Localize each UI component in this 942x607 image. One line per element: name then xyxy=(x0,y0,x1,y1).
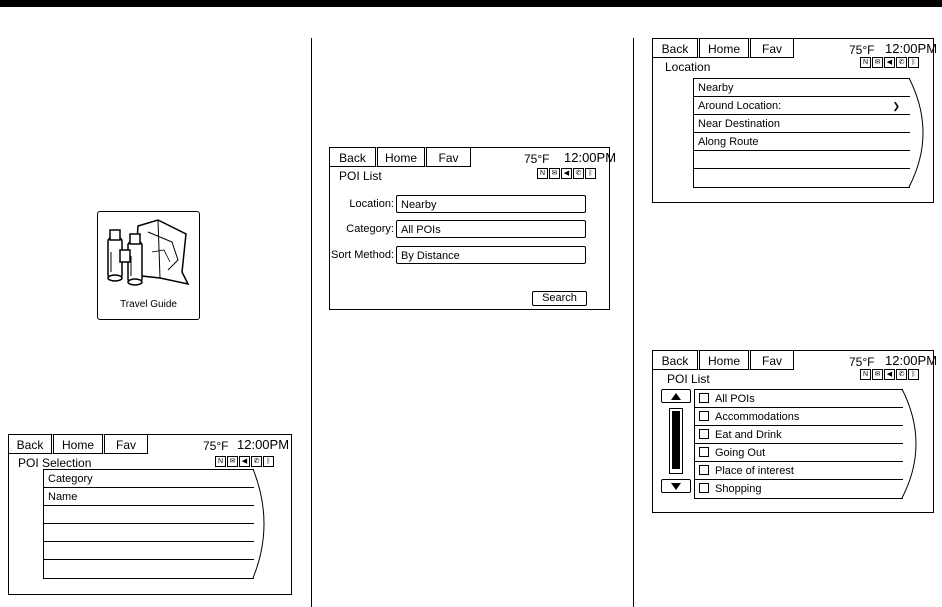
status-icons xyxy=(860,57,919,68)
screen-header xyxy=(9,435,291,457)
status-icons xyxy=(860,369,919,380)
list-item[interactable] xyxy=(44,560,254,578)
poi-list-checks-screen xyxy=(652,350,938,513)
scroll-up-button[interactable] xyxy=(661,389,691,403)
mute-icon: ◀ xyxy=(884,57,895,68)
checkbox[interactable] xyxy=(699,393,709,403)
fav-button[interactable]: Fav xyxy=(424,147,471,167)
list-item-label: Around Location: xyxy=(698,100,782,112)
phone-icon: ✆ xyxy=(896,57,907,68)
phone-icon: ✆ xyxy=(573,168,584,179)
bluetooth-icon: ᛒ xyxy=(908,369,919,380)
list-item[interactable]: Name xyxy=(44,488,254,506)
list-item-label: Shopping xyxy=(715,483,762,495)
list-item-label: Place of interest xyxy=(715,465,794,477)
home-button[interactable]: Home xyxy=(51,434,103,454)
bluetooth-icon: ᛒ xyxy=(585,168,596,179)
chevron-right-icon: ❯ xyxy=(892,101,900,111)
list-item-along-route[interactable]: Along Route xyxy=(694,133,910,151)
category-label: Category: xyxy=(346,223,394,235)
checkbox[interactable] xyxy=(699,447,709,457)
poi-selection-screen xyxy=(8,434,292,595)
mute-icon: ◀ xyxy=(561,168,572,179)
column-divider-right xyxy=(633,38,634,607)
triangle-up-icon xyxy=(662,390,690,402)
nav-icon: N xyxy=(860,369,871,380)
poi-list-form-screen xyxy=(329,147,617,310)
home-button[interactable]: Home xyxy=(697,350,749,370)
list-curve xyxy=(901,78,935,188)
home-button[interactable]: Home xyxy=(697,38,749,58)
location-screen xyxy=(652,38,938,203)
fav-button[interactable]: Fav xyxy=(748,38,794,58)
nav-icon: N xyxy=(860,57,871,68)
category-field[interactable]: All POIs xyxy=(396,220,586,238)
search-button[interactable]: Search xyxy=(532,291,587,306)
poi-selection-list xyxy=(43,469,254,579)
checkbox[interactable] xyxy=(699,465,709,475)
clock-readout: 12:00PM xyxy=(885,353,938,368)
bluetooth-icon: ᛒ xyxy=(263,456,274,467)
back-button[interactable]: Back xyxy=(652,350,698,370)
temperature-readout: 75°F xyxy=(524,152,550,166)
list-item[interactable] xyxy=(44,524,254,542)
list-item-around-location[interactable] xyxy=(694,97,910,115)
location-field[interactable]: Nearby xyxy=(396,195,586,213)
list-item[interactable] xyxy=(44,506,254,524)
travel-guide-label: Travel Guide xyxy=(120,299,177,310)
status-icons xyxy=(215,456,274,467)
fav-button[interactable]: Fav xyxy=(748,350,794,370)
list-item[interactable]: Category xyxy=(44,470,254,488)
clock-readout: 12:00PM xyxy=(564,150,617,165)
mail-icon: ✉ xyxy=(227,456,238,467)
mail-icon: ✉ xyxy=(872,57,883,68)
column-divider-left xyxy=(311,38,312,607)
mail-icon: ✉ xyxy=(549,168,560,179)
list-item-label: Eat and Drink xyxy=(715,429,782,441)
clock-readout: 12:00PM xyxy=(885,41,938,56)
list-item-shopping[interactable] xyxy=(695,480,903,498)
list-item-eat-and-drink[interactable] xyxy=(695,426,903,444)
checkbox[interactable] xyxy=(699,411,709,421)
list-item-place-of-interest[interactable] xyxy=(695,462,903,480)
list-item-nearby[interactable]: Nearby xyxy=(694,79,910,97)
list-curve xyxy=(245,469,271,579)
phone-icon: ✆ xyxy=(251,456,262,467)
screen-title: POI Selection xyxy=(18,456,92,470)
list-item-going-out[interactable] xyxy=(695,444,903,462)
back-button[interactable]: Back xyxy=(8,434,52,454)
temperature-readout: 75°F xyxy=(849,43,875,57)
page-top-rule xyxy=(0,0,942,7)
nav-icon: N xyxy=(537,168,548,179)
screen-title: POI List xyxy=(667,372,710,386)
location-label: Location: xyxy=(349,198,394,210)
sort-method-field[interactable]: By Distance xyxy=(396,246,586,264)
screen-header xyxy=(330,148,617,170)
screen-title: POI List xyxy=(339,169,382,183)
list-item[interactable] xyxy=(694,169,910,187)
list-item-label: All POIs xyxy=(715,393,755,405)
back-button[interactable]: Back xyxy=(329,147,376,167)
screen-title: Location xyxy=(665,60,711,74)
fav-button[interactable]: Fav xyxy=(102,434,148,454)
list-item[interactable] xyxy=(44,542,254,560)
sort-method-label: Sort Method: xyxy=(331,249,394,261)
list-item-accommodations[interactable] xyxy=(695,408,903,426)
location-list xyxy=(693,78,910,188)
list-curve xyxy=(894,389,928,499)
clock-readout: 12:00PM xyxy=(237,437,290,452)
temperature-readout: 75°F xyxy=(203,439,229,453)
nav-icon: N xyxy=(215,456,226,467)
mail-icon: ✉ xyxy=(872,369,883,380)
list-item-label: Accommodations xyxy=(715,411,800,423)
list-item-near-destination[interactable]: Near Destination xyxy=(694,115,910,133)
home-button[interactable]: Home xyxy=(375,147,425,167)
back-button[interactable]: Back xyxy=(652,38,698,58)
temperature-readout: 75°F xyxy=(849,355,875,369)
checkbox[interactable] xyxy=(699,483,709,493)
travel-guide-button[interactable] xyxy=(97,211,200,320)
phone-icon: ✆ xyxy=(896,369,907,380)
triangle-down-icon xyxy=(662,480,690,492)
list-item[interactable] xyxy=(694,151,910,169)
scroll-down-button[interactable] xyxy=(661,479,691,493)
scrollbar-thumb[interactable] xyxy=(672,411,680,469)
bluetooth-icon: ᛒ xyxy=(908,57,919,68)
mute-icon: ◀ xyxy=(239,456,250,467)
mute-icon: ◀ xyxy=(884,369,895,380)
status-icons xyxy=(537,168,596,179)
list-item-label: Going Out xyxy=(715,447,766,459)
list-item-all-pois[interactable] xyxy=(695,390,903,408)
checkbox[interactable] xyxy=(699,429,709,439)
scrollbar[interactable] xyxy=(669,408,683,474)
poi-category-list xyxy=(694,389,903,499)
binoculars-map-icon xyxy=(98,212,199,297)
